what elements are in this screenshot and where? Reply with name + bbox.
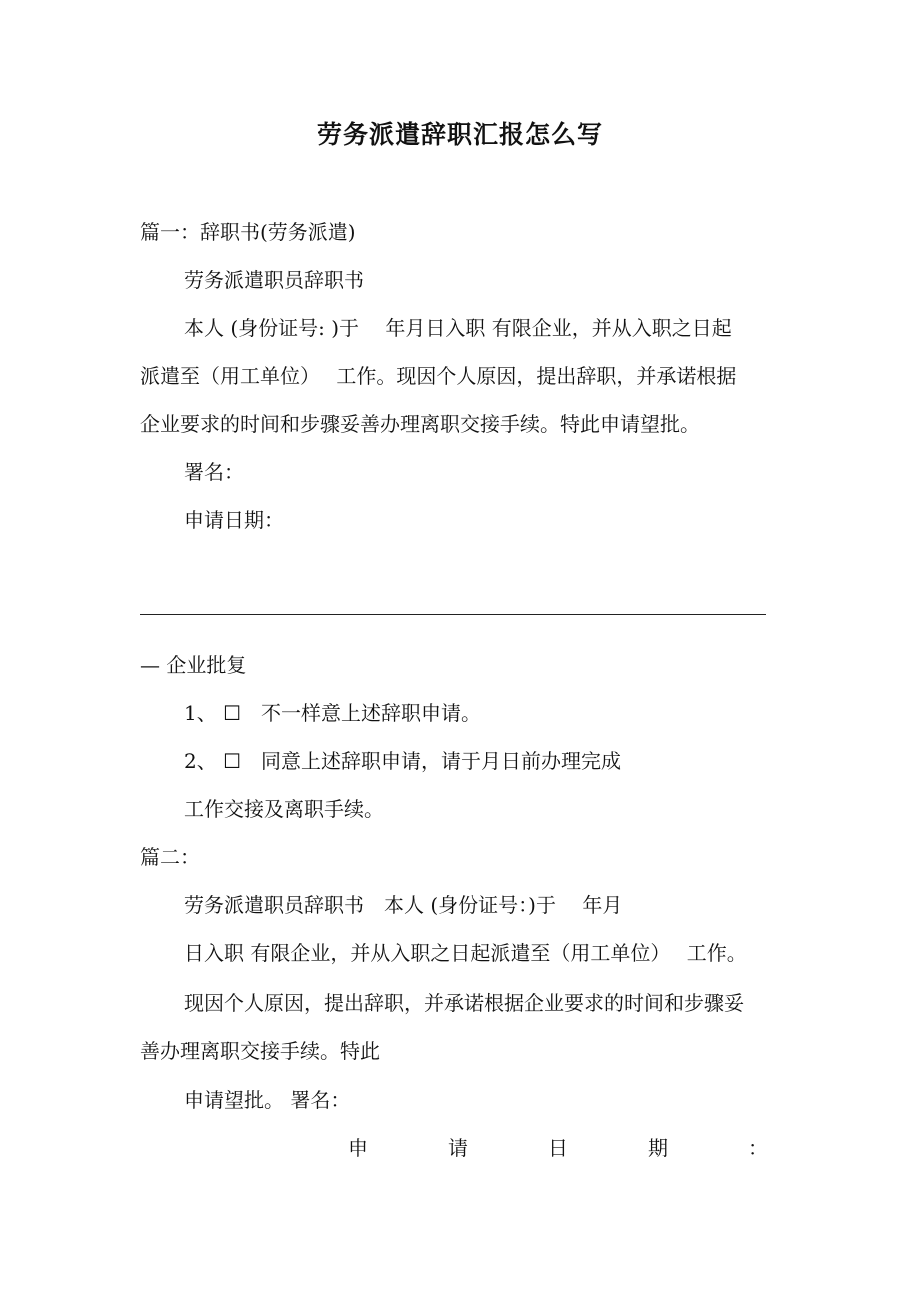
- part2-line-3: 现因个人原因，提出辞职，并承诺根据企业要求的时间和步骤妥: [184, 991, 744, 1015]
- approval-option-2-continued: 工作交接及离职手续。: [184, 797, 384, 821]
- part1-subheading: 劳务派遣职员辞职书: [184, 268, 364, 292]
- section-divider: [140, 614, 766, 615]
- date-char-5: ：: [748, 1136, 768, 1160]
- date-char-3: 日: [548, 1136, 568, 1160]
- part1-paragraph-line-2: 派遣至（用工单位） 工作。现因个人原因，提出辞职，并承诺根据: [140, 364, 737, 388]
- date-char-2: 请: [448, 1136, 468, 1160]
- part2-line-2: 日入职 有限企业，并从入职之日起派遣至（用工单位） 工作。: [184, 941, 747, 965]
- part1-paragraph-line-1: 本人 (身份证号: )于 年月日入职 有限企业，并从入职之日起: [184, 316, 732, 340]
- part2-line-4: 善办理离职交接手续。特此: [140, 1039, 380, 1063]
- approval-option-1: 1、 ☐ 不一样意上述辞职申请。: [184, 701, 482, 725]
- part2-line-1: 劳务派遣职员辞职书 本人 (身份证号：)于 年月: [184, 893, 623, 917]
- part2-heading: 篇二：: [140, 845, 200, 869]
- part1-date: 申请日期：: [184, 508, 284, 532]
- approval-option-2: 2、 ☐ 同意上述辞职申请，请于月日前办理完成: [184, 749, 622, 773]
- part1-signature: 署名：: [184, 460, 244, 484]
- approval-heading: — 企业批复: [140, 653, 247, 677]
- part1-heading: 篇一：辞职书(劳务派遣): [140, 220, 356, 244]
- part2-date-line: [348, 1133, 768, 1163]
- part1-paragraph-line-3: 企业要求的时间和步骤妥善办理离职交接手续。特此申请望批。: [140, 412, 700, 436]
- date-char-4: 期: [648, 1136, 668, 1160]
- part2-line-5: 申请望批。 署名：: [184, 1088, 351, 1112]
- document-title: 劳务派遣辞职汇报怎么写: [316, 120, 603, 149]
- date-char-1: 申: [348, 1136, 368, 1160]
